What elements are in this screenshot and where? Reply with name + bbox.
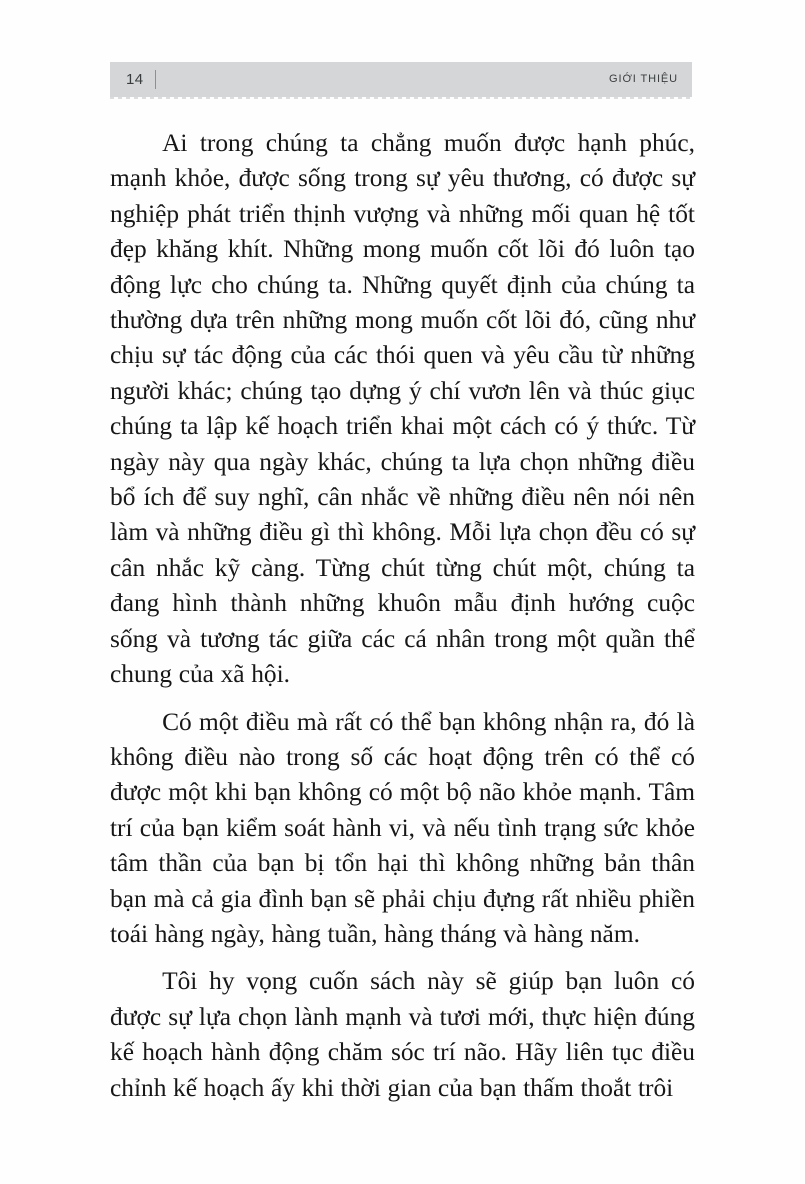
running-header <box>110 62 692 97</box>
chapter-title: GIỚI THIỆU <box>609 73 678 85</box>
folio-group <box>126 70 156 89</box>
page-number: 14 <box>126 71 144 88</box>
body-text <box>110 126 695 1106</box>
vertical-divider-icon <box>155 70 156 89</box>
paragraph-1: Ai trong chúng ta chẳng muốn được hạnh phúc, mạnh khỏe, được sống trong sự yêu thương, có được sự nghiệp phát triển thịnh vượng và những mối quan hệ tốt đẹp khăng khít. Những mong muốn cốt lõi đó luôn tạo động lực cho chúng ta. Những quyết định của chúng ta thường dựa trên những mong muốn cốt lõi đó, cũng như chịu sự tác động của các thói quen và yêu cầu từ những người khác; chúng tạo dựng ý chí vươn lên và thúc giục chúng ta lập kế hoạch triển khai một cách có ý thức. Từ ngày này qua ngày khác, chúng ta lựa chọn những điều bổ ích để suy nghĩ, cân nhắc về những điều nên nói nên làm và những điều gì thì không. Mỗi lựa chọn đều có sự cân nhắc kỹ càng. Từng chút từng chút một, chúng ta đang hình thành những khuôn mẫu định hướng cuộc sống và tương tác giữa các cá nhân trong một quần thể chung của xã hội. <box>110 129 695 689</box>
paragraph-3: Tôi hy vọng cuốn sách này sẽ giúp bạn luôn có được sự lựa chọn lành mạnh và tươi mới, thực hiện đúng kế hoạch hành động chăm sóc trí não. Hãy liên tục điều chỉnh kế hoạch ấy khi thời gian của bạn thấm thoắt trôi <box>110 967 695 1102</box>
paragraph-2: Có một điều mà rất có thể bạn không nhận ra, đó là không điều nào trong số các hoạt động trên có thể có được một khi bạn không có một bộ não khỏe mạnh. Tâm trí của bạn kiểm soát hành vi, và nếu tình trạng sức khỏe tâm thần của bạn bị tổn hại thì không những bản thân bạn mà cả gia đình bạn sẽ phải chịu đựng rất nhiều phiền toái hàng ngày, hàng tuần, hàng tháng và hàng năm. <box>110 707 695 948</box>
